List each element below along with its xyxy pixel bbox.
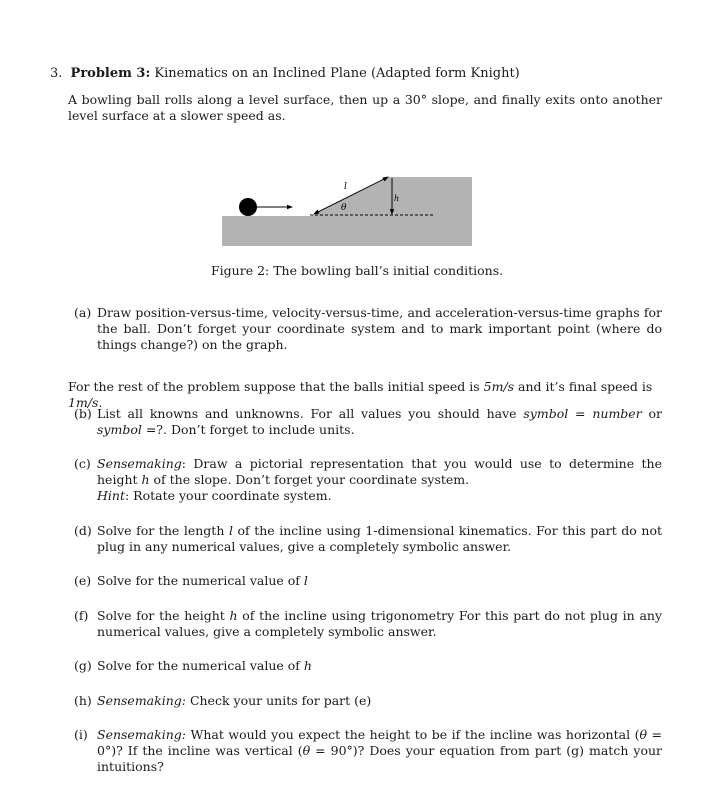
part-text: Sensemaking: What would you expect the height to be if the incline was horizontal (θ = 0°)? If the incline was vertical (θ = 90°)? Does your equation from part (g) match your intuitions? xyxy=(97,727,662,774)
bowling-ball xyxy=(239,198,257,216)
part-marker: (b) xyxy=(74,406,92,421)
problem-heading xyxy=(50,66,690,82)
problem-title: Kinematics on an Inclined Plane (Adapted form Knight) xyxy=(154,66,520,81)
final-speed: 1m/s xyxy=(68,395,99,410)
figure-caption: Figure 2: The bowling ball’s initial conditions. xyxy=(211,263,504,278)
note-text: . xyxy=(98,395,103,410)
initial-speed: 5m/s xyxy=(483,379,515,394)
label-l: l xyxy=(344,182,347,192)
part-text: Draw position-versus-time, velocity-versus-time, and acceleration-versus-time graphs for the ball. Don’t forget your coordinate system and to mark important point (where do things change?) on the graph. xyxy=(97,305,662,352)
part-marker: (h) xyxy=(74,693,92,708)
part-marker: (g) xyxy=(74,658,92,673)
part-e xyxy=(74,573,662,589)
note-text: and it’s final speed is xyxy=(514,379,653,394)
part-text: Solve for the length l of the incline using 1-dimensional kinematics. For this part do not plug in any numerical values, give a completely symbolic answer. xyxy=(97,523,663,554)
level-ground xyxy=(222,216,472,246)
problem-number: 3. xyxy=(50,66,63,81)
part-g xyxy=(74,658,662,674)
part-text: Solve for the numerical value of h xyxy=(97,658,312,673)
incline-figure xyxy=(205,170,485,250)
part-h xyxy=(74,693,662,709)
label-theta: θ xyxy=(341,203,347,213)
label-h: h xyxy=(394,194,400,203)
part-text: Sensemaking: Check your units for part (e) xyxy=(97,693,372,708)
problem-label: Problem 3: xyxy=(70,66,151,81)
note-text: For the rest of the problem suppose that the balls initial speed is xyxy=(68,379,484,394)
part-text: Solve for the numerical value of l xyxy=(97,573,308,588)
part-i xyxy=(74,727,662,775)
part-marker: (i) xyxy=(74,727,88,742)
part-c xyxy=(74,456,662,504)
part-f xyxy=(74,608,662,640)
part-text: Sensemaking: Draw a pictorial representation that you would use to determine the height h of the slope. Don’t forget your coordinate system. Hint: Rotate your coordinate system. xyxy=(97,456,662,503)
part-marker: (c) xyxy=(74,456,91,471)
part-marker: (a) xyxy=(74,305,92,320)
part-marker: (e) xyxy=(74,573,92,588)
velocity-arrowhead xyxy=(287,205,293,209)
hint-label: Hint xyxy=(97,488,125,503)
problem-intro: A bowling ball rolls along a level surface, then up a 30° slope, and finally exits onto another level surface at a slower speed as. xyxy=(68,92,662,123)
part-d xyxy=(74,523,662,555)
part-marker: (d) xyxy=(74,523,92,538)
part-marker: (f) xyxy=(74,608,89,623)
part-text: List all knowns and unknowns. For all values you should have symbol = number or symbol =?. Don’t forget to include units. xyxy=(97,406,663,437)
part-b xyxy=(74,406,662,438)
part-a xyxy=(74,305,662,353)
part-text: Solve for the height h of the incline using trigonometry For this part do not plug in any numerical values, give a completely symbolic answer. xyxy=(97,608,663,639)
